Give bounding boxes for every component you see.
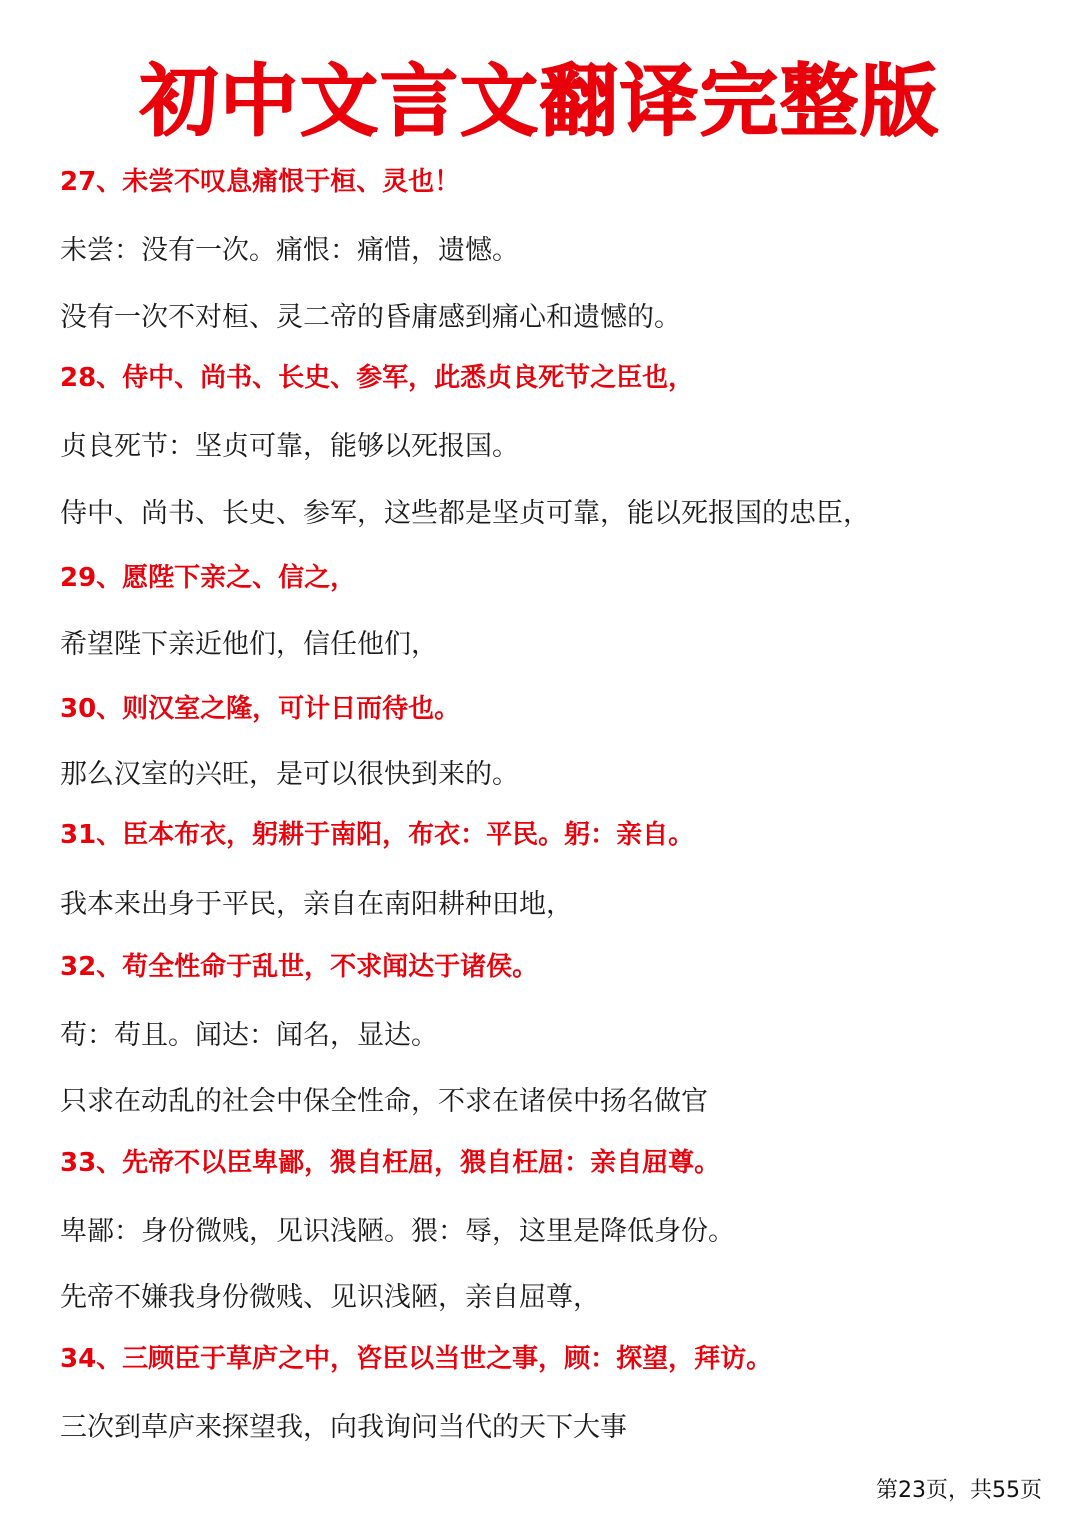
question-line: 34、三顾臣于草庐之中，咨臣以当世之事，顾：探望，拜访。 (60, 1344, 773, 1374)
translation-line: 侍中、尚书、长史、参军，这些都是坚贞可靠，能以死报国的忠臣， (60, 498, 870, 529)
question-line: 29、愿陛下亲之、信之， (60, 563, 357, 593)
question-line: 30、则汉室之隆，可计日而待也。 (60, 694, 461, 724)
question-line: 31、臣本布衣，躬耕于南阳，布衣：平民。躬：亲自。 (60, 820, 695, 850)
translation-line: 先帝不嫌我身份微贱、见识浅陋，亲自屈尊， (60, 1282, 600, 1313)
question-line: 27、未尝不叹息痛恨于桓、灵也！ (60, 167, 461, 197)
page-title: 初中文言文翻译完整版 (139, 57, 940, 147)
page-number: 第23页，共55页 (876, 1478, 1042, 1503)
question-line: 28、侍中、尚书、长史、参军，此悉贞良死节之臣也， (60, 363, 695, 393)
question-line: 32、苟全性命于乱世，不求闻达于诸侯。 (60, 952, 539, 982)
translation-line: 没有一次不对桓、灵二帝的昏庸感到痛心和遗憾的。 (60, 302, 681, 333)
translation-line: 希望陛下亲近他们，信任他们， (60, 629, 438, 660)
translation-line: 只求在动乱的社会中保全性命，不求在诸侯中扬名做官 (60, 1086, 708, 1117)
translation-line: 卑鄙：身份微贱，见识浅陋。猥：辱，这里是降低身份。 (60, 1216, 735, 1247)
translation-line: 贞良死节：坚贞可靠，能够以死报国。 (60, 431, 519, 462)
translation-line: 我本来出身于平民，亲自在南阳耕种田地， (60, 889, 573, 920)
translation-line: 苟：苟且。闻达：闻名，显达。 (60, 1020, 438, 1051)
translation-line: 三次到草庐来探望我，向我询问当代的天下大事 (60, 1412, 627, 1443)
question-line: 33、先帝不以臣卑鄙，猥自枉屈，猥自枉屈：亲自屈尊。 (60, 1148, 721, 1178)
translation-line: 那么汉室的兴旺，是可以很快到来的。 (60, 759, 519, 790)
translation-line: 未尝：没有一次。痛恨：痛惜，遗憾。 (60, 235, 519, 266)
